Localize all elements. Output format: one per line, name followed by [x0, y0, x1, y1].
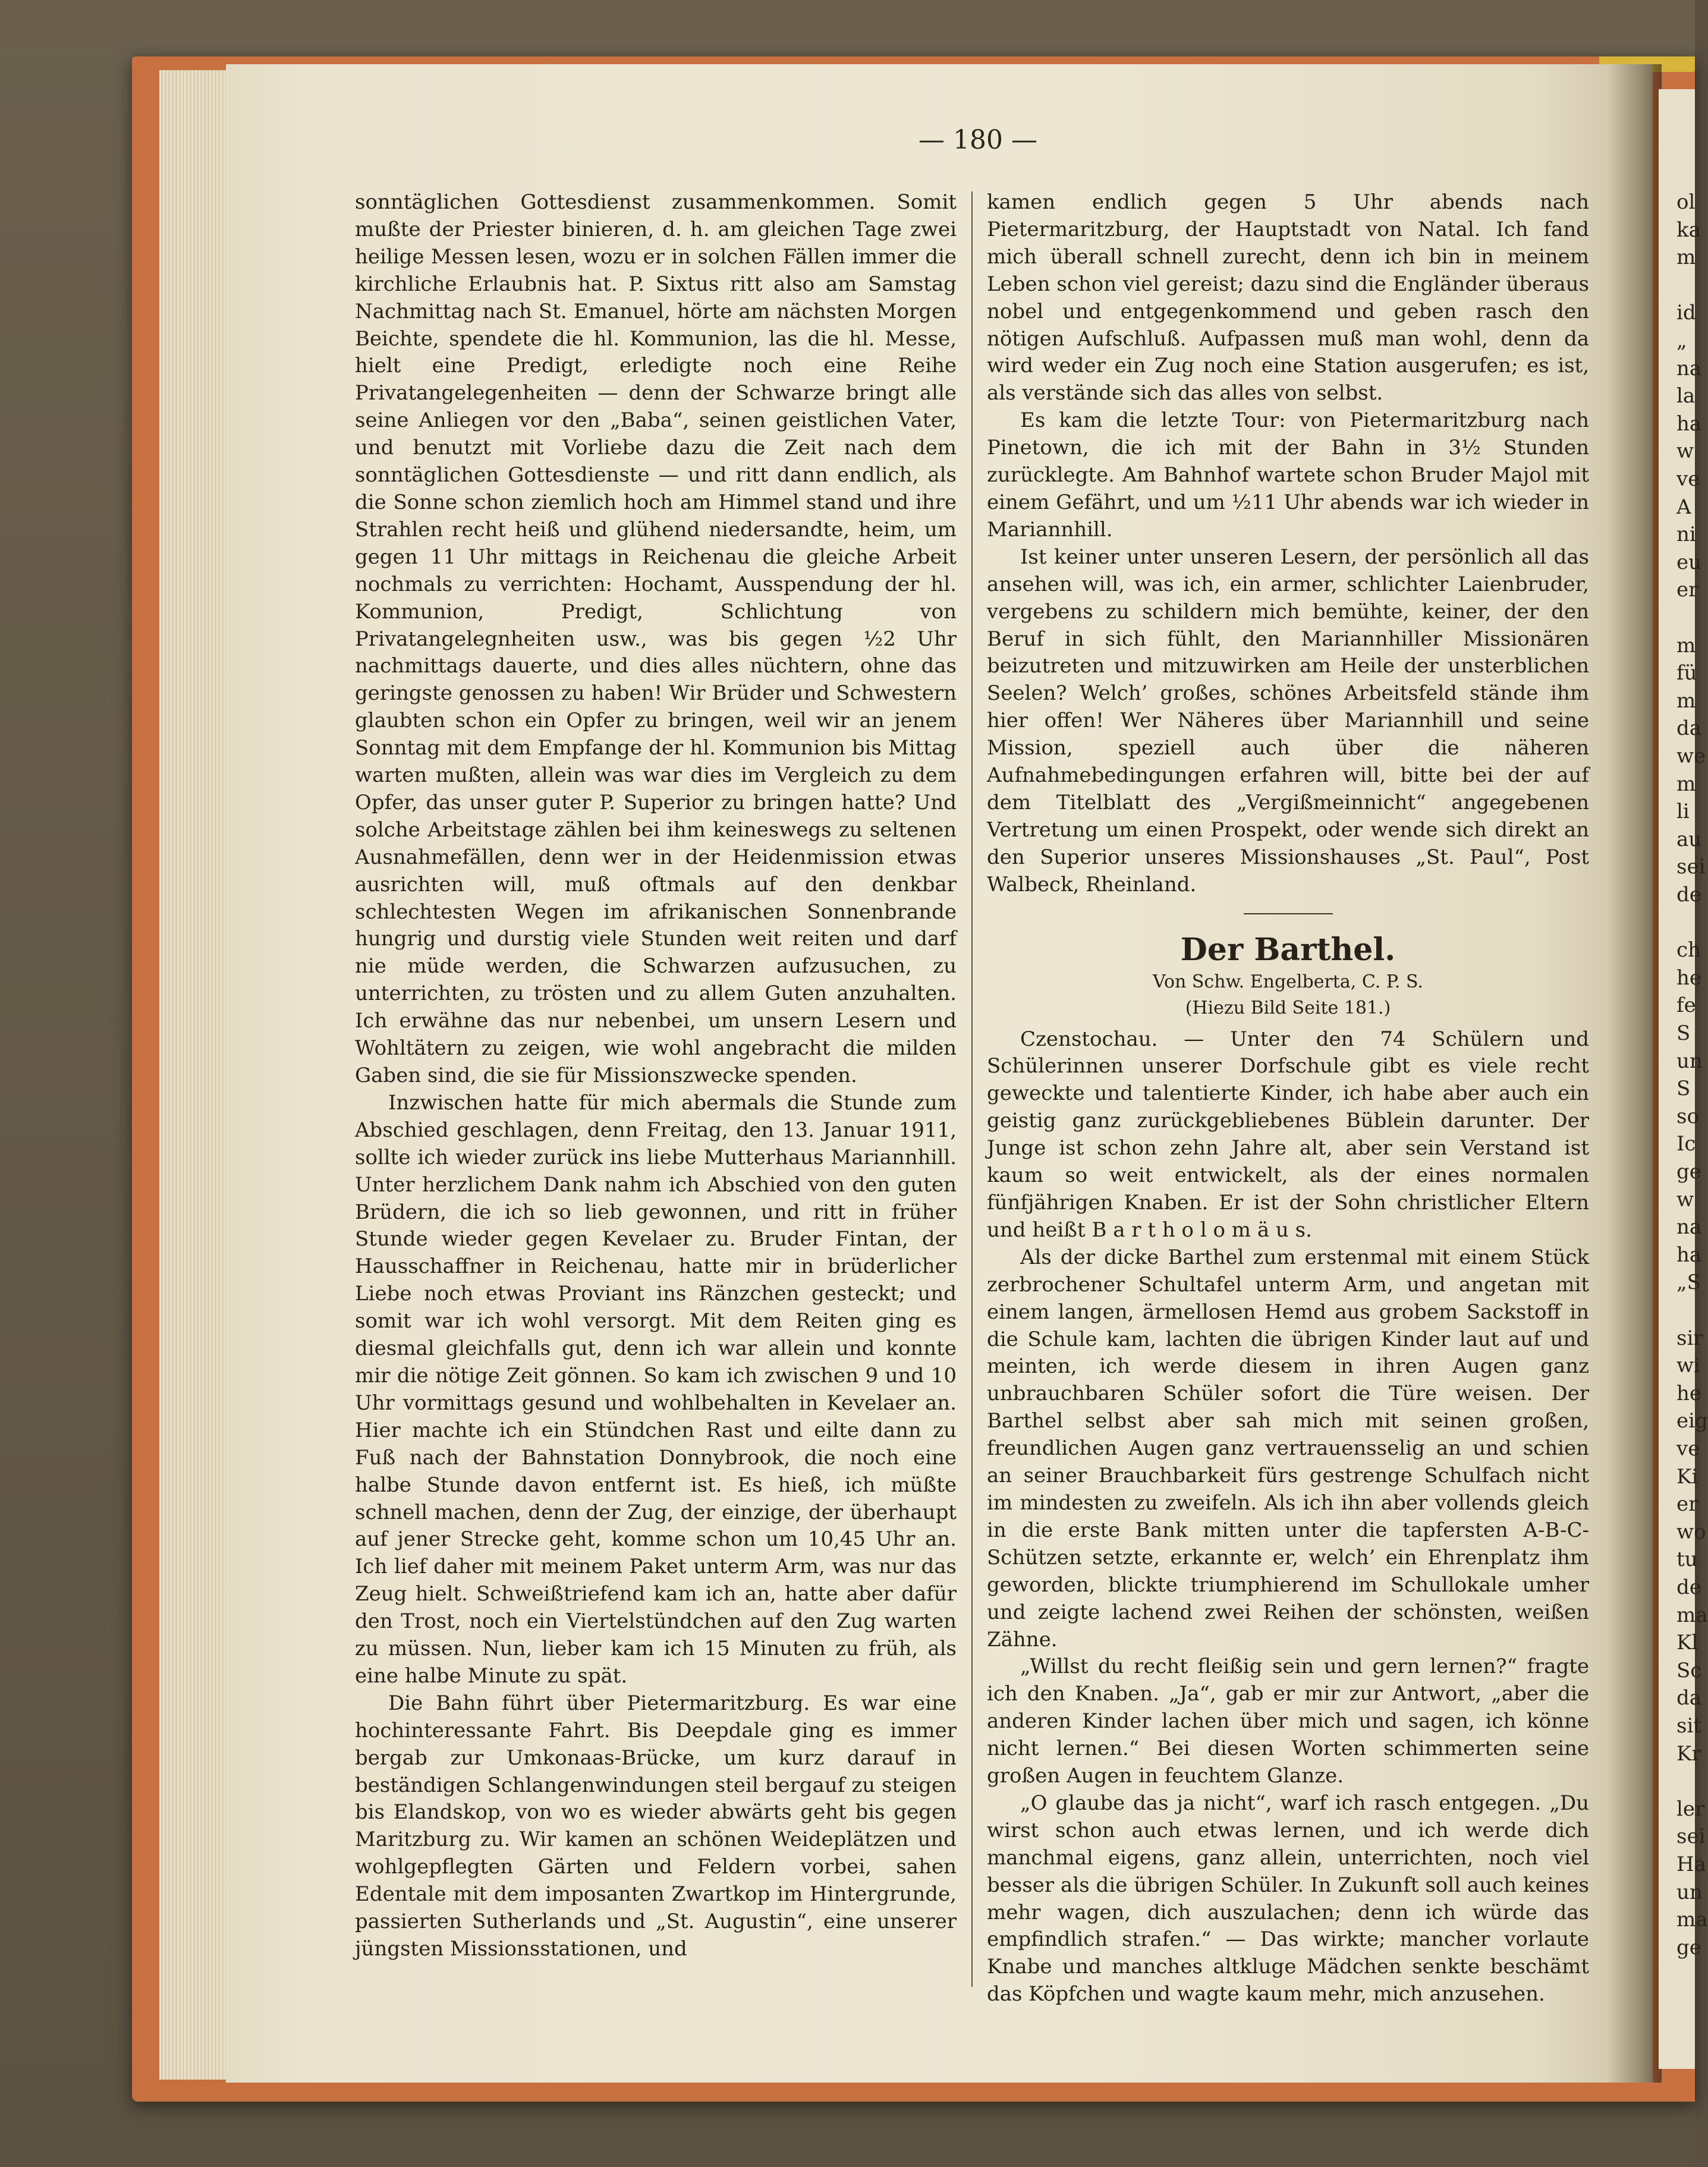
paragraph: Czenstochau. — Unter den 74 Schülern und Schülerinnen unserer Dorfschule gibt es viele recht geweckte und talentierte Kinder, ich habe aber auch ein geistig ganz zurückgebliebenes Büblein darunter. Der Junge ist schon zehn Jahre alt, aber sein Verstand ist kaum so weit entwickelt, als der eines normalen fünfjährigen Knaben. Er ist der Sohn christlicher Eltern und heißt B a r t h o l o m ä u s. — [987, 1027, 1589, 1242]
paragraph: Es kam die letzte Tour: von Pietermaritzburg nach Pinetown, die ich mit der Bahn in 3½ Stunden zurücklegte. Am Bahnhof wartete schon Bruder Majol mit einem Gefährt, und um ½11 Uhr abends war ich wieder in Mariannhill. — [987, 408, 1589, 542]
next-page-fragment: da — [1676, 716, 1702, 741]
next-page-fragment: S — [1676, 1021, 1691, 1045]
next-page-fragment: da — [1676, 1686, 1702, 1710]
next-page-fragment: ler — [1676, 1797, 1705, 1821]
next-page-fragment: tu — [1676, 1548, 1698, 1572]
next-page-fragment: ma — [1676, 1908, 1708, 1932]
next-page-fragment: Kl — [1676, 1631, 1698, 1655]
next-page-fragment: ha — [1676, 1243, 1702, 1267]
next-page-fragment: ve — [1676, 1437, 1700, 1461]
article-byline: Von Schw. Engelberta, C. P. S. — [1153, 971, 1423, 992]
article-title: Der Barthel. — [1180, 931, 1396, 968]
next-page-fragment: m — [1676, 688, 1696, 713]
next-page-fragment: au — [1676, 827, 1702, 851]
paragraph: Die Bahn führt über Pietermaritzburg. Es war eine hochinteressante Fahrt. Bis Deepdale ging es immer bergab zur Umkonaas-Brücke, um kurz darauf in beständigen Schlangenwindungen steil bergauf zu steigen bis Elandskop, von wo es wieder abwärts geht bis gegen Maritzburg zu. Wir kamen an schönen Weideplätzen und wohlgepflegten Gärten und Feldern vorbei, sahen Edentale mit dem imposanten Zwartkop im Hintergrunde, passierten Sutherlands und „St. Augustin“, eine unserer jüngsten Missionsstationen, und — [355, 1691, 957, 1961]
next-page-fragment: he — [1676, 965, 1702, 990]
paragraph: Ist keiner unter unseren Lesern, der persönlich all das ansehen will, was ich, ein armer, schlichter Laienbruder, vergebens zu schildern mich bemühte, keiner, der den Beruf in sich fühlt, den Mariannhiller Missionären beizutreten und mitzuwirken am Heile der unsterblichen Seelen? Welch’ großes, schönes Arbeitsfeld stände ihm hier offen! Wer Näheres über Mariannhill und seine Mission, speziell auch über die näheren Aufnahmebedingungen erfahren will, bitte bei der auf dem Titelblatt des „Vergißmeinnicht“ angegebenen Vertretung um einen Prospekt, oder wende sich direkt an den Superior unseres Missionshauses „St. Paul“, Post Walbeck, Rheinland. — [987, 545, 1589, 897]
next-page-fragment: na — [1676, 1215, 1702, 1240]
next-page-fragment: la — [1676, 384, 1696, 408]
page-number: — 180 — — [919, 125, 1037, 155]
next-page-fragment: Sc — [1676, 1658, 1702, 1682]
next-page-fragment: eig — [1676, 1409, 1708, 1433]
next-page-fragment: we — [1676, 744, 1706, 768]
next-page-fragment: Ha — [1676, 1853, 1706, 1876]
next-page-fragment: sir — [1676, 1326, 1703, 1350]
section-divider-rule — [1244, 913, 1333, 914]
right-column — [987, 189, 1589, 2008]
paragraph: Als der dicke Barthel zum erstenmal mit einem Stück zerbrochener Schultafel unterm Arm, und angetan mit einem langen, ärmellosen Hemd aus grobem Sackstoff in die Schule kam, lachten die übrigen Kinder laut auf und meinten, ich werde diesem in ihren Augen ganz unbrauchbaren Schüler sofort die Türe weisen. Der Barthel selbst aber sah mich mit seinen großen, freundlichen Augen ganz vertrauensselig an und schien an seiner Brauchbarkeit fürs gestrenge Schulfach nicht im mindesten zu zweifeln. Als ich ihn aber vollends gleich in die erste Bank mitten unter die tapfersten A-B-C-Schützen setzte, erkannte er, welch’ ein Ehrenplatz ihm geworden, blickte triumphierend im Schullokale umher und zeigte lachend zwei Reihen der schönsten, weißen Zähne. — [987, 1245, 1589, 1652]
paragraph: Inzwischen hatte für mich abermals die Stunde zum Abschied geschlagen, denn Freitag, den 13. Januar 1911, sollte ich wieder zurück ins liebe Mutterhaus Mariannhill. Unter herzlichem Dank nahm ich Abschied von den guten Brüdern, die ich so lieb gewonnen, und ritt in früher Stunde wieder gegen Kevelaer zu. Bruder Fintan, der Hausschaffner in Reichenau, hatte mir in brüderlicher Liebe noch etwas Proviant ins Ränzchen gesteckt; und somit war ich wohl versorgt. Mit dem Reiten ging es diesmal gleichfalls gut, denn ich war allein und konnte mir die nötige Zeit gönnen. So kam ich zwischen 9 und 10 Uhr vormittags gesund und wohlbehalten in Kevelaer an. Hier machte ich ein Stündchen Rast und eilte dann zu Fuß nach der Bahnstation Donnybrook, die noch eine halbe Stunde davon entfernt ist. Es hieß, ich müßte schnell machen, denn der Zug, der einzige, der überhaupt auf jener Strecke geht, komme schon um 10,45 Uhr an. Ich lief daher mit meinem Paket unterm Arm, was nur das Zeug hielt. Schweißtriefend kam ich an, hatte aber dafür den Trost, noch ein Viertelstündchen auf den Zug warten zu müssen. Nun, lieber kam ich 15 Minuten zu früh, als eine halbe Minute zu spät. — [355, 1090, 957, 1688]
paragraph: kamen endlich gegen 5 Uhr abends nach Pietermaritzburg, der Hauptstadt von Natal. Ich fand mich überall schnell zurecht, denn ich bin in meinem Leben schon viel gereist; dazu sind die Engländer überaus nobel und entgegenkommend und geben rasch den nötigen Aufschluß. Aufpassen muß man wohl, denn da wird weder ein Zug noch eine Station ausgerufen; es ist, als verstände sich das alles von selbst. — [987, 190, 1589, 405]
next-page-fragment: eu — [1676, 550, 1702, 574]
paragraph: „Willst du recht fleißig sein und gern lernen?“ fragte ich den Knaben. „Ja“, gab er mir zur Antwort, „aber die anderen Kinder lachen über mich und sagen, ich könne nicht lernen.“ Bei diesen Worten schimmerten seine großen Augen in feuchtem Glanze. — [987, 1655, 1589, 1788]
next-page-fragment: fü — [1676, 661, 1697, 685]
next-page-fragment: wi — [1676, 1354, 1700, 1378]
next-page-fragment: de — [1676, 883, 1701, 907]
next-page-fragment: er — [1676, 1492, 1698, 1517]
left-column — [355, 189, 957, 1963]
next-page-fragment: S — [1676, 1077, 1691, 1101]
next-page-fragment: he — [1676, 1381, 1702, 1405]
next-page-fragment: ol — [1676, 190, 1696, 214]
next-page-fragment: un — [1676, 1880, 1703, 1904]
next-page-fragment: ge — [1676, 1935, 1701, 1960]
article-body — [987, 1026, 1589, 2009]
next-page-fragment: ka — [1676, 218, 1701, 242]
next-page-fragment: ge — [1676, 1160, 1701, 1184]
column-divider — [971, 191, 973, 1987]
illustration-note: (Hiezu Bild Seite 181.) — [1185, 997, 1391, 1018]
next-page-fragment: ch — [1676, 938, 1701, 963]
next-page-fragment: Ic — [1676, 1132, 1696, 1156]
next-page-fragment: ni — [1676, 523, 1696, 547]
next-page-fragment: un — [1676, 1049, 1703, 1073]
paragraph: sonntäglichen Gottesdienst zusammenkommen. Somit mußte der Priester binieren, d. h. am gleichen Tage zwei heilige Messen lesen, wozu er in solchen Fällen immer die kirchliche Erlaubnis hat. P. Sixtus ritt also am Samstag Nachmittag nach St. Emanuel, hörte am nächsten Morgen Beichte, spendete die hl. Kommunion, las die hl. Messe, hielt eine Predigt, erledigte noch eine Reihe Privatangelegenheiten — denn der Schwarze bringt alle seine Anliegen vor den „Baba“, seinen geistlichen Vater, und benutzt mit Vorliebe dazu die Zeit nach dem sonntäglichen Gottesdienste — und ritt dann endlich, als die Sonne schon ziemlich hoch am Himmel stand und ihre Strahlen recht heiß und glühend niedersandte, heim, um gegen 11 Uhr mittags in Reichenau die gleiche Arbeit nochmals zu verrichten: Hochamt, Ausspendung der hl. Kommunion, Predigt, Schlichtung von Privatangelegnheiten usw., was bis gegen ½2 Uhr nachmittags dauerte, und dies alles nüchtern, ohne das geringste genossen zu haben! Wir Brüder und Schwestern glaubten schon ein Opfer zu bringen, weil wir an jenem Sonntag mit dem Empfange der hl. Kommunion bis Mittag warten mußten, allein was war dies im Vergleich zu dem Opfer, das unser guter P. Superior zu bringen hatte? Und solche Arbeitstage zählen bei ihm keineswegs zu seltenen Ausnahmefällen, denn wer in der Heidenmission etwas ausrichten will, muß oftmals auf den denkbar schlechtesten Wegen im afrikanischen Sonnenbrande hungrig und durstig viele Stunden weit reiten und darf nie müde werden, die Schwarzen aufzusuchen, zu unterrichten, zu trösten und zu allem Guten anzuhalten. Ich erwähne das nur nebenbei, um unsern Lesern und Wohltätern zu zeigen, wie wohl angebracht die milden Gaben sind, die sie für Missionszwecke spenden. — [355, 190, 957, 1087]
next-page-fragment: m — [1676, 633, 1696, 658]
next-page-fragment: w — [1676, 439, 1694, 464]
next-page-fragment: er — [1676, 578, 1698, 602]
next-page-fragment: de — [1676, 1575, 1701, 1599]
next-page-fragment: „S — [1676, 1270, 1701, 1295]
next-page-fragment: m — [1676, 772, 1696, 796]
next-page-fragment: na — [1676, 356, 1702, 380]
next-page-fragment: sei — [1676, 855, 1706, 879]
next-page-sliver — [1659, 89, 1708, 2069]
page-gutter-shadow — [1608, 64, 1662, 2083]
next-page-fragment: sit — [1676, 1714, 1701, 1738]
next-page-fragment: A — [1676, 495, 1691, 519]
next-page-fragment: „ — [1676, 329, 1687, 353]
paragraph: „O glaube das ja nicht“, warf ich rasch entgegen. „Du wirst schon auch etwas lernen, und ich werde dich manchmal eigens, ganz allein, unterrichten, noch viel besser als die übrigen Schüler. In Zukunft soll auch keines mehr wagen, dich auszulachen; denn ich würde das empfindlich strafen.“ — Das wirkte; mancher vorlaute Knabe und manches altkluge Mädchen senkte beschämt das Köpfchen und wagte kaum mehr, mich anzusehen. — [987, 1791, 1589, 2006]
next-page-fragment: id — [1676, 301, 1696, 325]
right-column-continuation — [987, 189, 1589, 899]
next-page-fragment: so — [1676, 1104, 1699, 1128]
next-page-fragment: sei — [1676, 1825, 1706, 1849]
next-page-fragment: li — [1676, 800, 1690, 824]
next-page-fragment: Kr — [1676, 1741, 1701, 1766]
next-page-fragment: m — [1676, 246, 1696, 270]
next-page-fragment: Ki — [1676, 1464, 1698, 1489]
next-page-fragment: ma — [1676, 1603, 1708, 1627]
next-page-fragment: ve — [1676, 467, 1700, 491]
next-page-fragment: w — [1676, 1187, 1694, 1212]
next-page-fragment: wo — [1676, 1520, 1706, 1544]
page-edges — [159, 70, 231, 2080]
next-page-fragment: ha — [1676, 411, 1702, 436]
next-page-fragment: fe — [1676, 993, 1696, 1018]
